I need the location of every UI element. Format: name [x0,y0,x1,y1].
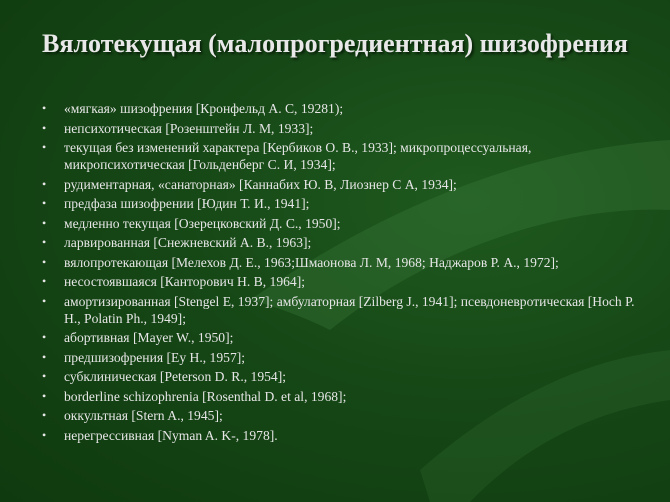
bullet-icon: • [42,330,47,344]
list-item [42,368,652,385]
bullet-icon: • [42,101,47,115]
bullet-icon: • [42,349,47,364]
bullet-icon: • [42,196,47,210]
list-item [42,195,652,212]
list-item [42,120,652,137]
list-item-text: амортизированная [Stengel E, 1937]; амбулаторная [Zilberg J., 1941]; псевдоневротическая [Hoch P. H., Polatin Ph., 1949]; [64,293,635,326]
list-item-text: предшизофрения [Ey H., 1957]; [64,349,246,365]
bullet-icon: • [42,140,47,154]
bullet-icon: • [42,274,47,288]
list-item-text: непсихотическая [Розенштейн Л. М, 1933]; [64,120,314,136]
list-item [42,407,652,424]
bullet-icon: • [42,254,47,269]
list-item-text: несостоявшаяся [Канторович Н. В, 1964]; [64,274,306,289]
list-item-text: субклиническая [Peterson D. R., 1954]; [64,369,287,384]
list-item [42,139,652,173]
list-item-text: ларвированная [Снежневский А. В., 1963]; [64,235,312,250]
list-item-text: «мягкая» шизофрения [Кронфельд А. С, 19281); [64,101,344,116]
reference-list [42,100,652,446]
list-item [42,215,652,232]
list-item [42,349,652,366]
slide-title: Вялотекущая (малопрогредиентная) шизофрения [42,29,628,58]
list-item [42,427,652,444]
bullet-icon: • [42,176,47,191]
list-item-text: нерегрессивная [Nyman A. K-, 1978]. [64,427,278,443]
list-item-text: оккультная [Stern A., 1945]; [64,408,223,423]
list-item [42,273,652,290]
list-item [42,388,652,405]
bullet-icon: • [42,235,47,249]
list-item-text: абортивная [Mayer W., 1950]; [64,330,234,345]
list-item [42,293,652,327]
bullet-icon: • [42,388,47,403]
bullet-icon: • [42,427,47,442]
list-item-text: borderline schizophrenia [Rosenthal D. et al, 1968]; [64,388,347,404]
bullet-icon: • [42,408,47,422]
list-item [42,329,652,346]
list-item [42,254,652,271]
list-item [42,234,652,251]
list-item [42,100,652,117]
list-item-text: предфаза шизофрении [Юдин Т. И., 1941]; [64,196,310,211]
bullet-icon: • [42,369,47,383]
list-item-text: рудиментарная, «санаторная» [Каннабих Ю. В, Лиознер С А, 1934]; [64,176,457,192]
list-item-text: медленно текущая [Озерецковский Д. С., 1950]; [64,215,341,231]
bullet-icon: • [42,120,47,135]
list-item-text: вялопротекающая [Мелехов Д. Е., 1963;Шмаонова Л. М, 1968; Наджаров Р. А., 1972]; [64,254,559,270]
list-item [42,176,652,193]
list-item-text: текущая без изменений характера [Кербиков О. В., 1933]; микропроцессуальная, микропсихотическая [Гольденберг С. И, 1934]; [64,140,532,172]
bullet-icon: • [42,215,47,230]
bullet-icon: • [42,293,47,308]
